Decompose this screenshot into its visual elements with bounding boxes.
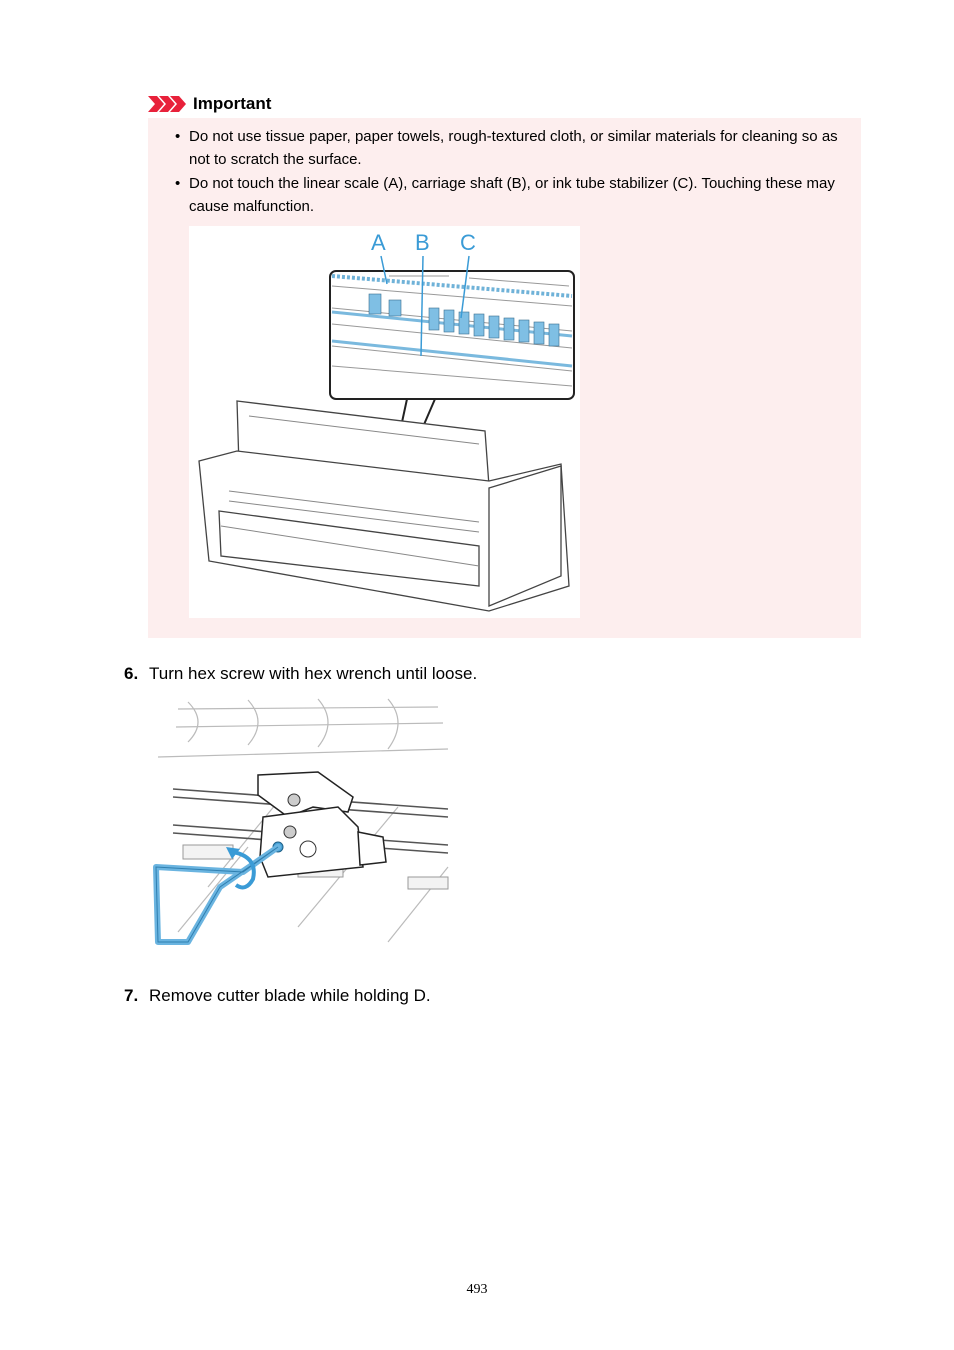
step-text: Turn hex screw with hex wrench until loose. (149, 664, 478, 683)
hex-wrench-figure (148, 697, 454, 950)
label-a: A (371, 230, 386, 255)
step-7 (124, 986, 431, 1006)
list-item-text: Do not use tissue paper, paper towels, rough-textured cloth, or similar materials for cleaning so as not to scratch the surface. (189, 128, 838, 168)
printer-figure (189, 226, 580, 618)
important-title: Important (193, 94, 272, 113)
important-heading (148, 92, 271, 116)
bullet-icon: • (175, 128, 181, 145)
list-item-text: Do not touch the linear scale (A), carriage shaft (B), or ink tube stabilizer (C). Touching these may cause malfunction. (189, 175, 835, 215)
page-number: 493 (466, 1282, 488, 1297)
step-text: Remove cutter blade while holding D. (149, 986, 431, 1005)
label-b: B (415, 230, 430, 255)
label-c: C (460, 230, 476, 255)
bullet-icon: • (175, 175, 181, 192)
important-list (172, 125, 852, 219)
step-6 (124, 664, 477, 684)
step-number: 6. (124, 664, 139, 683)
list-item (172, 172, 852, 218)
step-number: 7. (124, 986, 139, 1005)
important-icon (148, 94, 188, 114)
list-item (172, 125, 852, 171)
